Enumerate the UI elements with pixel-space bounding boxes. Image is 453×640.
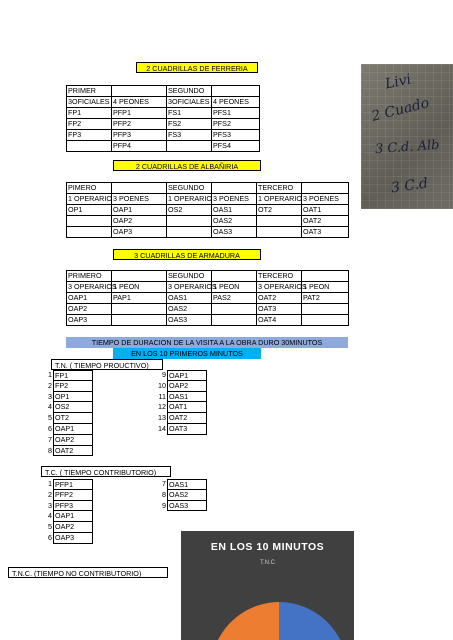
- ferreria-row: [67, 108, 260, 119]
- armadura-cell: OAS2: [167, 304, 212, 315]
- tc-list-item: [41, 511, 93, 522]
- albanileria-cell: 3 POENES: [212, 194, 257, 205]
- albanileria-cell: [67, 216, 112, 227]
- albanileria-row: [67, 194, 349, 205]
- albanileria-cell: OAS3: [212, 227, 257, 238]
- tn-item-value: OP1: [53, 392, 93, 403]
- armadura-title: 3 CUADRILLAS DE ARMADURA: [113, 249, 261, 260]
- ferreria-cell: SEGUNDO: [167, 86, 212, 97]
- tnc-label: T.N.C. (TIEMPO NO CONTRIBUTORIO): [8, 567, 168, 578]
- armadura-cell: 1 PEON: [112, 282, 167, 293]
- tn-item-number: 8: [48, 445, 52, 455]
- albanileria-cell: OAS2: [212, 216, 257, 227]
- tc-item-value: OAP1: [53, 511, 93, 522]
- albanileria-cell: OAT2: [302, 216, 349, 227]
- tn-item-number: 2: [48, 380, 52, 390]
- tc-item-number: 4: [48, 511, 52, 521]
- tn-item-value: OAP1: [167, 370, 207, 381]
- pie-slice-orange: [213, 602, 279, 640]
- pie-svg: [181, 531, 354, 640]
- armadura-cell: 3 OPERARIOS: [68, 282, 117, 291]
- visita-duracion: TIEMPO DE DURACION DE LA VISITA A LA OBRA DURO 30MINUTOS: [66, 337, 348, 348]
- armadura-cell: [302, 271, 349, 282]
- tc-item-number: 1: [48, 479, 52, 488]
- tn-list-item: [155, 402, 207, 413]
- tc-list-left: [41, 479, 93, 544]
- albanileria-cell: 1 OPERARIO: [68, 194, 112, 203]
- ferreria-row: [67, 141, 260, 152]
- ferreria-cell: PFS1: [212, 108, 260, 119]
- armadura-row: [67, 293, 349, 304]
- tn-item-number: 5: [48, 413, 52, 423]
- ferreria-cell: FP2: [67, 119, 112, 130]
- tc-item-number: 5: [48, 522, 52, 532]
- chart-subtitle: T.N.C: [260, 560, 275, 566]
- armadura-cell: [212, 315, 257, 326]
- tn-item-number: 4: [48, 402, 52, 412]
- albanileria-cell: 3 POENES: [112, 194, 167, 205]
- tn-list-item: [155, 424, 207, 435]
- armadura-cell: PAS2: [212, 293, 257, 304]
- albanileria-row: [67, 227, 349, 238]
- tc-item-value: OAS1: [167, 479, 207, 490]
- albanileria-table: [66, 182, 349, 238]
- ferreria-cell: 3OFICIALES: [68, 97, 110, 106]
- ferreria-cell: PFP1: [112, 108, 167, 119]
- tn-list-item: [41, 402, 93, 413]
- armadura-cell: 3 OPERARIOS: [168, 282, 217, 291]
- tn-list-item: [155, 370, 207, 381]
- tn-list-item: [155, 413, 207, 424]
- albanileria-row: [67, 205, 349, 216]
- tn-item-number: 1: [48, 370, 52, 379]
- tn-list-item: [41, 435, 93, 446]
- armadura-row: [67, 282, 349, 293]
- ferreria-cell: PFS2: [212, 119, 260, 130]
- ferreria-row: [67, 86, 260, 97]
- tc-list-item: [41, 533, 93, 544]
- tc-list-item: [41, 501, 93, 512]
- armadura-cell: OAT4: [257, 315, 302, 326]
- ferreria-cell: FP3: [67, 130, 112, 141]
- tc-item-value: PFP3: [53, 501, 93, 512]
- albanileria-cell: [257, 216, 302, 227]
- albanileria-cell: OAS1: [212, 205, 257, 216]
- armadura-cell: PAT2: [302, 293, 349, 304]
- armadura-cell: TERCERO: [257, 271, 302, 282]
- tc-label: T.C. ( TIEMPO CONTRIBUTORIO): [41, 466, 171, 477]
- albanileria-cell: [112, 183, 167, 194]
- armadura-cell: PRIMERO: [67, 271, 112, 282]
- tn-item-value: OS2: [53, 402, 93, 413]
- photo-line-3: 3 C.d. Alb: [374, 137, 440, 158]
- pie-slice-blue: [279, 602, 347, 640]
- armadura-cell: [302, 304, 349, 315]
- albanileria-cell: SEGUNDO: [167, 183, 212, 194]
- albanileria-cell: OT2: [257, 205, 302, 216]
- ferreria-cell: 4 PEONES: [212, 97, 260, 108]
- ferreria-cell: FS3: [167, 130, 212, 141]
- pie-chart: [181, 531, 354, 640]
- tn-label: T.N. ( TIEMPO PROUCTIVO): [51, 359, 163, 370]
- tc-item-number: 2: [48, 489, 52, 499]
- albanileria-title: 2 CUADRILLAS DE ALBAÑIRIA: [113, 160, 261, 171]
- albanileria-cell: OAP1: [112, 205, 167, 216]
- tc-item-value: OAS3: [167, 501, 207, 512]
- armadura-cell: OAT2: [257, 293, 302, 304]
- tc-item-number: 6: [48, 532, 52, 542]
- tn-item-value: OT2: [53, 413, 93, 424]
- ferreria-cell: [67, 141, 112, 152]
- tn-list-item: [155, 381, 207, 392]
- armadura-cell: OAS3: [167, 315, 212, 326]
- ferreria-row: [67, 97, 260, 108]
- armadura-cell: PAP1: [112, 293, 167, 304]
- albanileria-cell: TERCERO: [257, 183, 302, 194]
- tc-item-number: 3: [48, 500, 52, 510]
- ferreria-table: [66, 85, 260, 152]
- tc-list-item: [155, 479, 207, 490]
- tn-item-number: 3: [48, 391, 52, 401]
- ferreria-cell: FS2: [167, 119, 212, 130]
- tn-item-value: OAT1: [167, 402, 207, 413]
- tn-item-number: 13: [158, 413, 166, 423]
- ferreria-cell: 4 PEONES: [112, 97, 167, 108]
- notebook-photo: [361, 64, 453, 209]
- tc-item-number: 7: [162, 479, 166, 488]
- ferreria-cell: [212, 86, 260, 97]
- albanileria-cell: 3 POENES: [302, 194, 349, 205]
- tn-list-left: [41, 370, 93, 456]
- armadura-cell: 1 PEON: [212, 282, 257, 293]
- tn-item-value: OAS1: [167, 392, 207, 403]
- albanileria-cell: OS2: [167, 205, 212, 216]
- armadura-cell: OAP3: [67, 315, 112, 326]
- tn-item-value: OAP1: [53, 424, 93, 435]
- albanileria-cell: OAT1: [302, 205, 349, 216]
- ferreria-cell: [112, 86, 167, 97]
- armadura-cell: 3 OPERARIOS: [258, 282, 307, 291]
- tn-list-right: [155, 370, 207, 435]
- armadura-cell: OAP2: [67, 304, 112, 315]
- armadura-row: [67, 315, 349, 326]
- armadura-cell: [212, 271, 257, 282]
- albanileria-cell: PIMERO: [67, 183, 112, 194]
- ferreria-cell: PFP2: [112, 119, 167, 130]
- tn-list-item: [41, 446, 93, 457]
- armadura-table: [66, 270, 349, 326]
- tn-item-value: OAT2: [53, 446, 93, 457]
- ferreria-cell: PFS4: [212, 141, 260, 152]
- tn-item-number: 9: [162, 370, 166, 379]
- tc-item-value: OAP2: [53, 522, 93, 533]
- photo-line-2: 2 Cuado: [369, 95, 431, 125]
- tn-item-value: OAP2: [167, 381, 207, 392]
- tc-item-number: 9: [162, 500, 166, 510]
- albanileria-cell: [167, 216, 212, 227]
- albanileria-cell: [167, 227, 212, 238]
- ferreria-title: 2 CUADRILLAS DE FERRERIA: [136, 62, 258, 73]
- armadura-cell: OAT3: [257, 304, 302, 315]
- albanileria-cell: [257, 227, 302, 238]
- tn-list-item: [41, 413, 93, 424]
- tn-item-number: 11: [158, 391, 166, 401]
- tn-item-value: FP1: [53, 370, 93, 381]
- ferreria-cell: FP1: [67, 108, 112, 119]
- tc-list-right: [155, 479, 207, 511]
- armadura-row: [67, 304, 349, 315]
- tc-item-value: PFP2: [53, 490, 93, 501]
- tc-item-value: PFP1: [53, 479, 93, 490]
- armadura-row: [67, 271, 349, 282]
- armadura-cell: SEGUNDO: [167, 271, 212, 282]
- tn-item-value: OAT2: [167, 413, 207, 424]
- ferreria-row: [67, 130, 260, 141]
- tn-item-number: 10: [158, 380, 166, 390]
- tn-item-value: FP2: [53, 381, 93, 392]
- ferreria-row: [67, 119, 260, 130]
- ferreria-cell: PRIMER: [67, 86, 112, 97]
- tn-list-item: [41, 424, 93, 435]
- ferreria-cell: [167, 141, 212, 152]
- photo-line-4: 3 C.d: [390, 175, 429, 197]
- tn-item-value: OAP2: [53, 435, 93, 446]
- albanileria-cell: 1 OPERARIO: [168, 194, 212, 203]
- albanileria-cell: OAP3: [112, 227, 167, 238]
- ferreria-cell: PFS3: [212, 130, 260, 141]
- tc-list-item: [41, 479, 93, 490]
- tc-item-number: 8: [162, 489, 166, 499]
- albanileria-cell: OP1: [67, 205, 112, 216]
- armadura-cell: [112, 304, 167, 315]
- tc-list-item: [155, 501, 207, 512]
- albanileria-cell: OAT3: [302, 227, 349, 238]
- albanileria-cell: 1 OPERARIO: [258, 194, 302, 203]
- tc-list-item: [41, 490, 93, 501]
- tn-item-number: 12: [158, 402, 166, 412]
- photo-line-1: Livi: [383, 71, 413, 93]
- visita-primeros-minutos: EN LOS 10 PRIMEROS MINUTOS: [113, 348, 261, 359]
- ferreria-cell: 3OFICIALES: [168, 97, 210, 106]
- tn-list-item: [41, 381, 93, 392]
- tn-list-item: [41, 392, 93, 403]
- tn-list-item: [41, 370, 93, 381]
- chart-title: EN LOS 10 MINUTOS: [210, 541, 325, 553]
- albanileria-cell: OAP2: [112, 216, 167, 227]
- armadura-cell: [212, 304, 257, 315]
- tn-item-value: OAT3: [167, 424, 207, 435]
- armadura-cell: OAP1: [67, 293, 112, 304]
- albanileria-cell: [302, 183, 349, 194]
- armadura-cell: OAS1: [167, 293, 212, 304]
- tc-item-value: OAP3: [53, 533, 93, 544]
- ferreria-cell: PFP4: [112, 141, 167, 152]
- armadura-cell: [112, 271, 167, 282]
- tn-item-number: 14: [158, 423, 166, 433]
- armadura-cell: 1 PEON: [302, 282, 349, 293]
- albanileria-row: [67, 216, 349, 227]
- tc-list-item: [155, 490, 207, 501]
- tn-item-number: 7: [48, 434, 52, 444]
- tn-list-item: [155, 392, 207, 403]
- tn-item-number: 6: [48, 423, 52, 433]
- ferreria-cell: FS1: [167, 108, 212, 119]
- armadura-cell: [112, 315, 167, 326]
- albanileria-cell: [212, 183, 257, 194]
- albanileria-row: [67, 183, 349, 194]
- ferreria-cell: PFP3: [112, 130, 167, 141]
- tc-item-value: OAS2: [167, 490, 207, 501]
- tc-list-item: [41, 522, 93, 533]
- armadura-cell: [302, 315, 349, 326]
- albanileria-cell: [67, 227, 112, 238]
